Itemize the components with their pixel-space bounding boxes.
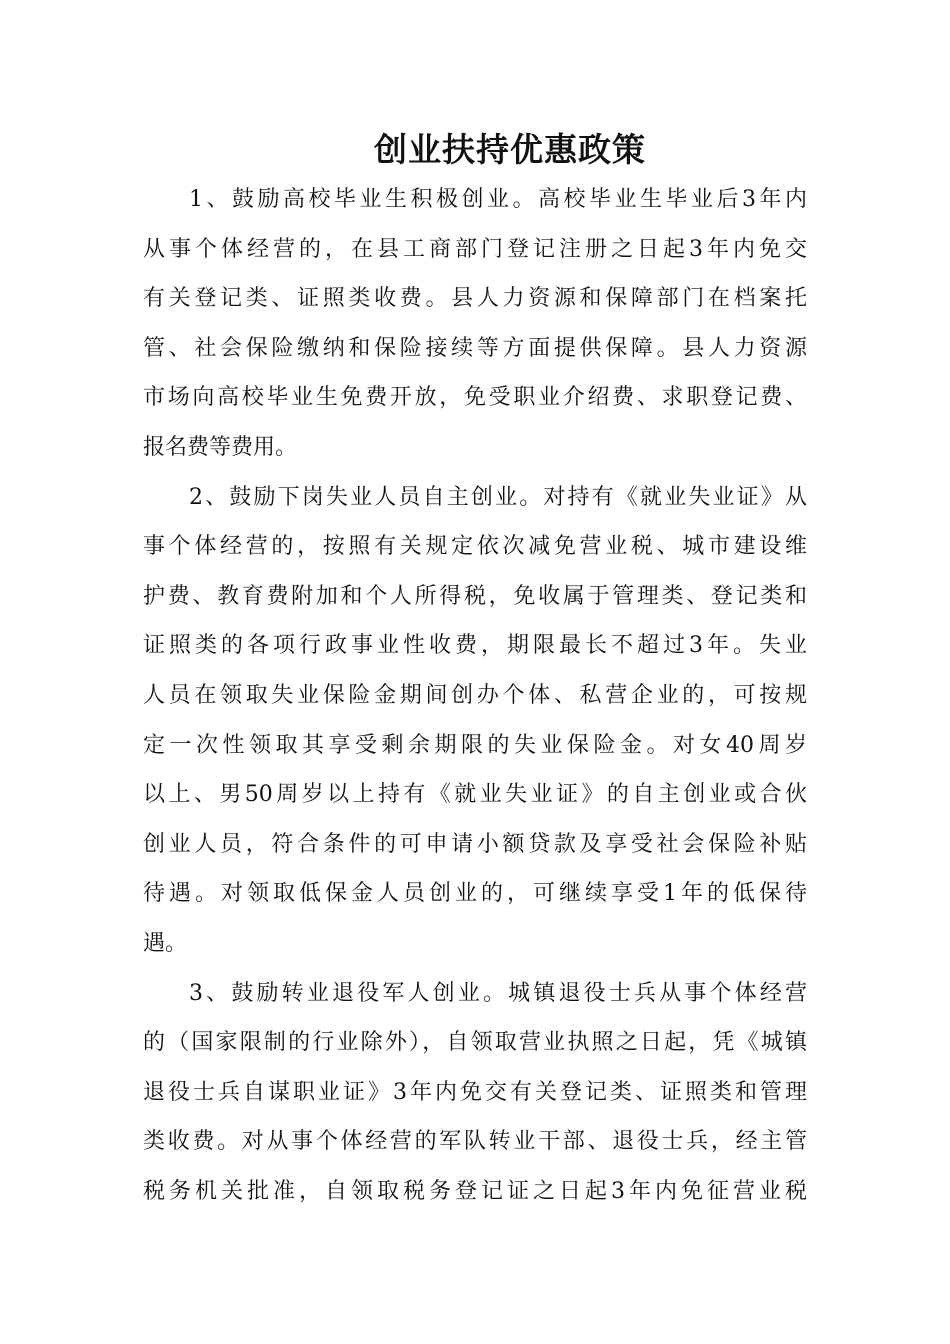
paragraph-2-line-5: 人员在领取失业保险金期间创办个体、私营企业的，可按规	[143, 682, 807, 708]
paragraph-1-line-1: 1、鼓励高校毕业生积极创业。高校毕业生毕业后3年内	[189, 187, 807, 212]
document-body	[143, 175, 807, 1216]
document-title: 创业扶持优惠政策	[374, 130, 646, 169]
paragraph-2-line-6: 定一次性领取其享受剩余期限的失业保险金。对女40周岁	[143, 732, 807, 758]
paragraph-3-line-5: 税务机关批准，自领取税务登记证之日起3年内免征营业税	[143, 1178, 807, 1204]
paragraph-1-line-2: 从事个体经营的，在县工商部门登记注册之日起3年内免交	[143, 236, 807, 262]
paragraph-3-line-3: 退役士兵自谋职业证》3年内免交有关登记类、证照类和管理	[143, 1079, 807, 1105]
paragraph-2-line-7: 以上、男50周岁以上持有《就业失业证》的自主创业或合伙	[143, 782, 807, 808]
paragraph-2-line-1: 2、鼓励下岗失业人员自主创业。对持有《就业失业证》从	[189, 484, 807, 510]
paragraph-2-line-3: 护费、教育费附加和个人所得税，免收属于管理类、登记类和	[143, 583, 807, 609]
paragraph-1-line-5: 市场向高校毕业生免费开放，免受职业介绍费、求职登记费、	[143, 385, 807, 411]
paragraph-1-line-6: 报名费等费用。	[143, 434, 298, 460]
paragraph-1-line-3: 有关登记类、证照类收费。县人力资源和保障部门在档案托	[143, 286, 807, 312]
paragraph-3-line-1: 3、鼓励转业退役军人创业。城镇退役士兵从事个体经营	[189, 980, 807, 1006]
paragraph-3-line-4: 类收费。对从事个体经营的军队转业干部、退役士兵，经主管	[143, 1129, 807, 1155]
paragraph-3-line-2: 的（国家限制的行业除外），自领取营业执照之日起，凭《城镇	[143, 1030, 807, 1056]
paragraph-2-line-9: 待遇。对领取低保金人员创业的，可继续享受1年的低保待	[143, 881, 807, 907]
paragraph-2-line-4: 证照类的各项行政事业性收费，期限最长不超过3年。失业	[143, 633, 807, 659]
paragraph-2-line-2: 事个体经营的，按照有关规定依次减免营业税、城市建设维	[143, 534, 807, 560]
paragraph-2-line-10: 遇。	[143, 930, 188, 956]
paragraph-1-line-4: 管、社会保险缴纳和保险接续等方面提供保障。县人力资源	[143, 335, 807, 361]
paragraph-2-line-8: 创业人员，符合条件的可申请小额贷款及享受社会保险补贴	[143, 831, 807, 857]
